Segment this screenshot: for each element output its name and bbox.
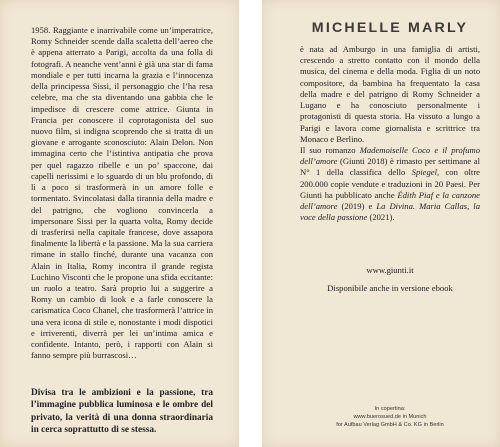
publisher-website: www.giunti.it — [366, 265, 414, 275]
bio-text: (2021). — [367, 212, 395, 223]
bio-text: , con oltre 200.000 copie vendute e traduzioni in 20 Paesi. Per Giunti ha pubblicato anche — [300, 167, 480, 200]
bio-text: (2019) e — [337, 201, 377, 212]
tagline-text: Divisa tra le ambizioni e la passione, tra l’immagine pubblica luminosa e le ombre del privato, la verità di una donna straordinaria in cerca soprattutto di se stessa. — [31, 388, 213, 436]
flap-gap — [239, 0, 262, 447]
bio-paragraph-1: è nata ad Amburgo in una famiglia di artisti, crescendo a stretto contatto con il mondo della musica, del cinema e della moda. Figlia di un noto compositore, da bambina ha frequentato la casa della madre e del patrigno di Romy Schneider a Lugano e ha conosciuto personalmente i protagonisti di questa storia. Ha vissuto a lungo a Parigi e lavora come giornalista e scrittrice tra Monaco e Berlino. — [300, 44, 480, 144]
credits-line-3: for Aufbau Verlag GmbH & Co. KG in Berlin — [336, 422, 444, 429]
author-name: MICHELLE MARLY — [311, 20, 469, 36]
credits-line-1: In copertina: — [374, 406, 406, 412]
cover-credits — [300, 405, 480, 429]
bio-text: (Giunti 2018) è rimasto per settimane al N° 1 della classifica dello — [300, 156, 480, 178]
book-title-callas: La Divina. Maria Callas, la voce della passione — [300, 201, 480, 223]
synopsis-text: 1958. Raggiante e inarrivabile come un’imperatrice, Romy Schneider scende dalla scaletta dell’aereo che è appena atterrato a Parigi, accolta da una folla di fotografi. A neanche vent’anni è già una star di fama mondiale e per tutti incarna la grazia e l’innocenza della principessa Sissi, il personaggio che l’ha resa celebre, ma che sta diventando una gabbia che le impedisce di crescere come attrice. Giunta in Francia per conoscere il coprotagonista del suo nuovo film, si indigna scoprendo che si tratta di un giovane e arrogante sconosciuto: Alain Delon. Non immagina certo che l’istintiva antipatia che prova per quel ragazzo ribelle e un po’ spaccone, dai capelli nerissimi e lo sguardo di un blu profondo, di lì a poco si trasformerà in un amore folle e tormentato. Svincolatasi dalla tirannia della madre e del patrigno, che vogliono convincerla a impersonare Sissi per la quarta volta, Romy decide di trasferirsi nella capitale francese, dove assapora finalmente la libertà e la passione. Ma la sua carriera rimane in stallo finché, durante una vacanza con Alain in Italia, Romy incontra il grande regista Luchino Visconti che le propone una sfida eccitante: un ruolo a teatro. Sarà proprio lui a suggerire a Romy un cambio di look e a farle conoscere la carismatica Coco Chanel, che trasformerà l’attrice in una vera icona di stile e, nonostante i modi dispotici e irriverenti, diverrà per lei un’intima amica e confidente. Intanto, però, i rapporti con Alain si fanno sempre più burrascosi… — [31, 25, 213, 361]
spiegel-name: Spiegel — [411, 167, 437, 178]
author-bio — [300, 44, 480, 224]
book-title-piaf: Édith Piaf e la canzone dell’amore — [300, 189, 480, 212]
left-flap — [0, 0, 239, 447]
credits-line-2: www.buerosued.de in Munich — [353, 414, 427, 421]
bio-text: Il suo romanzo — [300, 144, 360, 155]
book-title-coco: Mademoiselle Coco e il profumo dell’amore — [300, 144, 480, 167]
ebook-note: Disponibile anche in versione ebook — [327, 283, 453, 293]
